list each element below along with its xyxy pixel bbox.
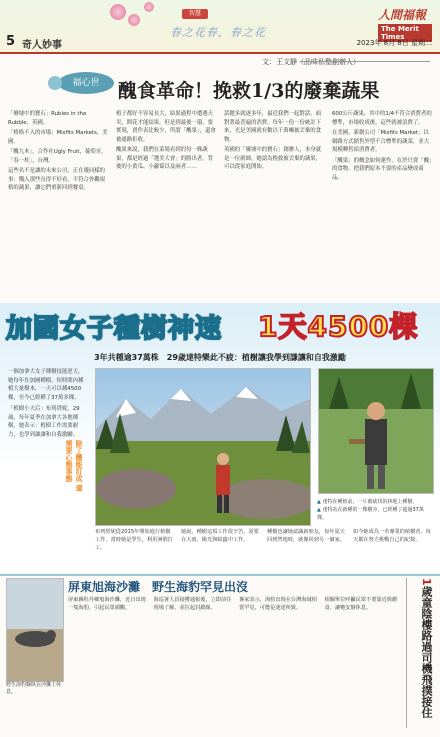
feature-subhead: 3年共種逾37萬株 29歲達特樂此不疲：植樹讓我學到謙讓和自我激勵 bbox=[94, 353, 346, 362]
vertical-headline-text: 歲童陰樓路過司機飛撲接住 bbox=[420, 585, 433, 718]
text-column bbox=[267, 528, 347, 572]
photo-caption-text: 達特在種植前，一片被砍伐的林地上種樹。 bbox=[322, 499, 418, 505]
feature-body bbox=[95, 528, 433, 572]
photo-caption bbox=[317, 498, 431, 522]
article-body bbox=[8, 110, 432, 296]
paragraph: 海巡署人員接獲通報後，立即前往現場了解，並拉起封鎖線。 bbox=[153, 597, 232, 611]
divider bbox=[300, 61, 430, 62]
paragraph: 「醜果」的概念如何運作，在於只賣「醜」的食物，把我們原本不要的產品變成商品。 bbox=[332, 157, 432, 181]
text-column bbox=[224, 110, 324, 296]
paragraph: 屏東縣牡丹鄉旭海沙灘，近日出現一隻海豹，引起民眾圍觀。 bbox=[68, 597, 146, 611]
paragraph: 相關單位呼籲民眾不要靠近與餵食，讓牠安靜休息。 bbox=[324, 597, 398, 611]
pull-quote: 除了體能訂成 還需要心態事態 bbox=[65, 440, 83, 492]
paragraph: 「醜九木」，合作社Ugly Fruit，葡萄牙，「春一柱」，台灣。 bbox=[8, 149, 107, 164]
newspaper-logo[interactable] bbox=[378, 6, 432, 41]
text-column bbox=[353, 528, 433, 572]
seal-caption: 野生海豹躺臥在沙灘上休息。 bbox=[6, 682, 62, 695]
divider bbox=[406, 578, 407, 728]
planter-portrait-photo[interactable] bbox=[318, 368, 434, 494]
text-column bbox=[95, 528, 175, 572]
text-column bbox=[68, 596, 148, 728]
text-column bbox=[116, 110, 216, 296]
feature-headline[interactable]: 加國女子種樹神速 bbox=[6, 314, 223, 344]
page-number: 5 bbox=[6, 34, 16, 49]
text-column bbox=[181, 528, 261, 572]
header-slogan: 春之花春，春之花 bbox=[170, 26, 266, 39]
logo-english: The Merit Times bbox=[378, 24, 432, 42]
paragraph: 這些名不是讓的未來公司，正在幾同樣的事：購入那些長得不好看，不符合外觀規格的蔬果，讓它們重新回到餐桌。 bbox=[8, 168, 106, 191]
caption-bullet: ▲ bbox=[317, 499, 321, 505]
blossom-decoration bbox=[110, 4, 126, 20]
bottom-headline[interactable]: 屏東旭海沙灘 野生海豹罕見出沒 bbox=[68, 580, 249, 594]
paragraph: 種樹也讓她認識新朋友，每年夏天回到營地時，就像回到另一個家。 bbox=[267, 529, 345, 543]
paragraph: 一個加拿大女子種樹技能逆天，她每年在加國種樹，短時間內種植大量樹木，一天可以種4500棵，至今已經種了37萬多棵。 bbox=[8, 369, 84, 401]
paragraph: 「植樹小天后」布列塔妮，29歲，每年夏季在加拿大各地種樹，她表示：植樹工作需要耐力，也學到謙讓和自我激勵。 bbox=[8, 406, 80, 438]
vertical-headline[interactable] bbox=[410, 578, 434, 728]
article-byline: 文：王文靜（品味私塾創辦人） bbox=[262, 58, 360, 66]
column-badge: 福心世 bbox=[58, 72, 114, 94]
paragraph: 醜果來說，我們在菜場看到的每一株蔬果，都是經過「選美大會」的勝出者，背後的小黃瓜、小蘿蔔以及兩者…… bbox=[116, 147, 214, 170]
bottom-body bbox=[68, 596, 404, 728]
header-badge: 智慧 bbox=[182, 9, 208, 19]
paragraph: 專家表示，海豹出現在台灣海域相當罕見，可能是迷途所致。 bbox=[239, 597, 317, 611]
paragraph: 「廢墟中的寶石」Rubies in the Rubble，英國。 bbox=[8, 111, 87, 126]
text-column bbox=[239, 596, 319, 728]
paragraph: 如今她成為一名專業的植樹者，每天都在努力挑戰自己的紀錄。 bbox=[353, 529, 431, 543]
seal-image bbox=[7, 579, 63, 681]
paragraph: 她說，種樹這項工作很辛苦，需要在大雨、陽光與蚊蟲中工作。 bbox=[181, 529, 259, 543]
landscape-image bbox=[96, 369, 310, 525]
feature-headline-highlight[interactable]: 1天4500棵 bbox=[258, 310, 419, 343]
inset-caption-text: 達特站在新種的一棵樹旁，已經種了超過37萬棵。 bbox=[317, 507, 424, 521]
paragraph: 在美國，新創公司「Misfits Market」以網路方式銷售外型不合標準的蔬菜，並大規模轉售給消費者。 bbox=[332, 130, 430, 153]
tree-planting-photo[interactable] bbox=[95, 368, 311, 526]
seal-photo[interactable] bbox=[6, 578, 64, 682]
blossom-decoration bbox=[128, 14, 140, 26]
logo-chinese: 人間福報 bbox=[378, 8, 427, 22]
paragraph: 「格格不入的市場」Misfits Markets，美國。 bbox=[8, 130, 108, 145]
blossom-decoration bbox=[144, 2, 154, 12]
caption-bullet: ▲ bbox=[317, 507, 321, 513]
text-column bbox=[8, 110, 108, 296]
paragraph: 話題多就逐多年，最近我們一起對話，面對著最普遍的消費。每年一份一份統計下來，光是美國就有數以千萬噸被丟棄的食物。 bbox=[224, 111, 322, 143]
text-column bbox=[332, 110, 432, 296]
paragraph: 布列塔妮從2015年開始進行植樹工作，當時她是學生，利用暑假打工。 bbox=[95, 529, 173, 551]
issue-date: 2023年 8月 8日 星期二 bbox=[356, 39, 432, 47]
portrait-image bbox=[319, 369, 433, 493]
vertical-headline-number: 1 bbox=[420, 578, 433, 586]
text-column bbox=[325, 596, 405, 728]
text-column bbox=[154, 596, 234, 728]
paragraph: 600公斤蔬果，其中的1/4不符合消費者的標準，市場收成後，這些就被浪費了。 bbox=[332, 111, 432, 126]
article-headline[interactable]: 醜食革命！挽救1/3的廢棄蔬果 bbox=[118, 80, 380, 102]
paragraph: 英國的「廢墟中的寶石」創辦人，本身就是一位廚師，她認為挽救被丟棄的蔬果，可以從家庭開始。 bbox=[224, 147, 322, 170]
page-header bbox=[0, 0, 440, 54]
paragraph: 植子都好不容易長大，結果過程中遭遇天災，開花才能結果，但是到最後一環，要實現，賣作表比較少，所謂「醜果」，還會被通路拒收。 bbox=[116, 111, 216, 143]
section-name: 奇人妙事 bbox=[22, 40, 62, 51]
